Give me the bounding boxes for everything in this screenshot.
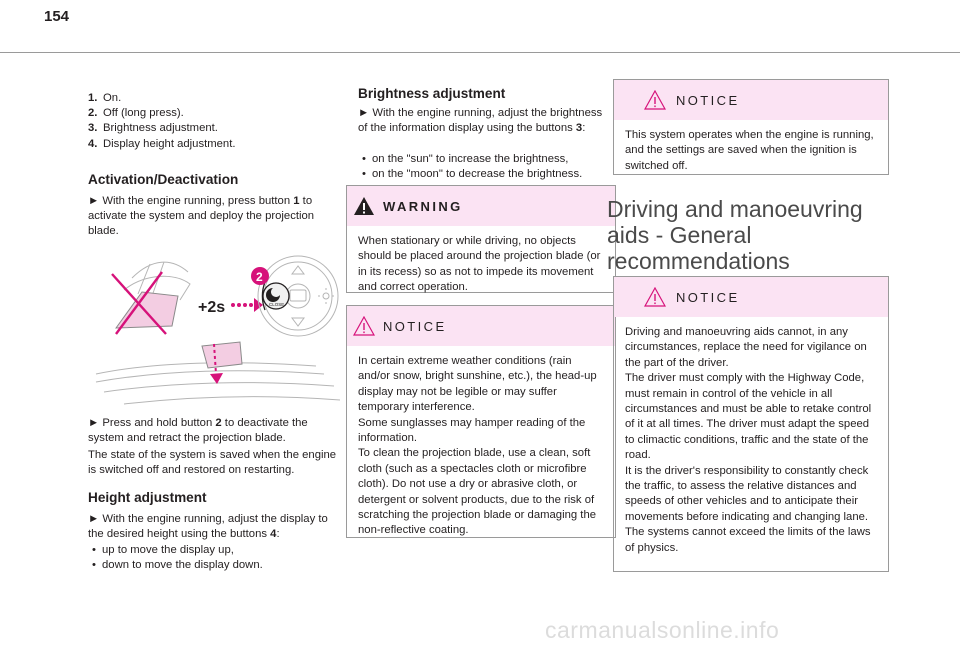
- brightness-step: ► With the engine running, adjust the brightness of the information display using the buttons 3:: [358, 107, 603, 135]
- notice-paragraph: It is the driver's responsibility to constantly check the traffic, to assess the relative distances and speeds of other vehicles and to anticipate their movements before indicating and changing lane.: [625, 464, 869, 523]
- up-icon: [292, 266, 304, 274]
- activation-heading: Activation/Deactivation: [88, 172, 239, 187]
- notice-paragraph: The driver must comply with the Highway Code, must remain in control of the vehicle in all circumstances and must be able to retake control of it at all times. The driver must adapt the speed to climactic conditions, traffic and the state of the road.: [625, 372, 872, 462]
- warning-text: When stationary or while driving, no objects should be placed around the projection blade (or in its recess) so as not to impede its movement and correct operation.: [358, 235, 601, 294]
- list-item: 1. On.: [88, 92, 122, 104]
- notice-header: [347, 306, 615, 346]
- list-item: 3. Brightness adjustment.: [88, 122, 218, 135]
- list-item: 4. Display height adjustment.: [88, 137, 236, 150]
- notice-label: NOTICE: [383, 319, 447, 334]
- down-icon: [292, 318, 304, 326]
- header-rule: [0, 52, 960, 53]
- warning-header: [347, 186, 615, 226]
- notice-box: [613, 79, 889, 175]
- height-heading: Height adjustment: [88, 490, 207, 505]
- notice-label: NOTICE: [676, 290, 740, 305]
- list-item: • on the "moon" to decrease the brightness.: [358, 167, 610, 182]
- activation-note: The state of the system is saved when the engine is switched off and restored on restarting.: [88, 449, 337, 477]
- list-item: • up to move the display up,: [88, 543, 344, 558]
- notice-icon: [353, 316, 375, 336]
- activation-step1: ► With the engine running, press button 1 to activate the system and deploy the projection blade.: [88, 195, 315, 238]
- height-step: ► With the engine running, adjust the display to the desired height using the buttons 4:: [88, 513, 328, 541]
- retracted-blade: [202, 342, 242, 368]
- activation-step2: ► Press and hold button 2 to deactivate the system and retract the projection blade.: [88, 417, 308, 445]
- notice-paragraph: In certain extreme weather conditions (rain and/or snow, bright sunshine, etc.), the head-up display may not be legible or may suffer temporary interference.: [358, 355, 597, 414]
- legend-list: [88, 91, 236, 152]
- warning-box: [346, 185, 616, 293]
- notice-paragraph: To clean the projection blade, use a clean, soft cloth (such as a spectacles cloth or microfibre cloth). Do not use a dry or abrasive cloth, or detergent or solvent products, due to the risk of scratching the projection blade or damaging the non-reflective coating.: [358, 447, 597, 537]
- notice-paragraph: Some sunglasses may hamper reading of the information.: [358, 416, 586, 445]
- notice-text: This system operates when the engine is running, and the settings are saved when the ignition is switched off.: [625, 129, 874, 172]
- height-bullets: [88, 543, 344, 573]
- hud-icon: [290, 290, 306, 301]
- list-item: • down to move the display down.: [88, 558, 344, 573]
- notice-label: NOTICE: [676, 93, 740, 108]
- list-item: 2. Off (long press).: [88, 107, 184, 120]
- notice-box: [346, 305, 616, 538]
- notice-paragraph: Driving and manoeuvring aids cannot, in any circumstances, replace the need for vigilance on the part of the driver.: [625, 326, 867, 369]
- watermark: carmanualsonline.info: [545, 617, 780, 643]
- close-button-text: CLOSE: [269, 302, 285, 307]
- notice-icon: [644, 90, 666, 110]
- notice-box: [613, 276, 889, 572]
- notice-paragraph: The systems cannot exceed the limits of the laws of physics.: [625, 526, 871, 554]
- brightness-bullets: [358, 152, 610, 182]
- section-title: Driving and manoeuvring aids - General recommendations: [607, 196, 863, 274]
- list-item: • on the "sun" to increase the brightness,: [358, 152, 610, 167]
- notice-header: [614, 80, 888, 120]
- sun-icon: [323, 293, 329, 299]
- notice-text: [347, 346, 615, 539]
- brightness-heading: Brightness adjustment: [358, 86, 506, 101]
- callout-badge-number: 2: [256, 270, 263, 284]
- duration-label: +2s: [198, 299, 226, 316]
- page-number: 154: [44, 8, 70, 25]
- warning-icon: [353, 196, 375, 216]
- notice-header: [614, 277, 888, 317]
- notice-icon: [644, 287, 666, 307]
- notice-text: [614, 317, 888, 556]
- warning-label: WARNING: [383, 199, 463, 214]
- hud-controls-illustration: [94, 250, 344, 410]
